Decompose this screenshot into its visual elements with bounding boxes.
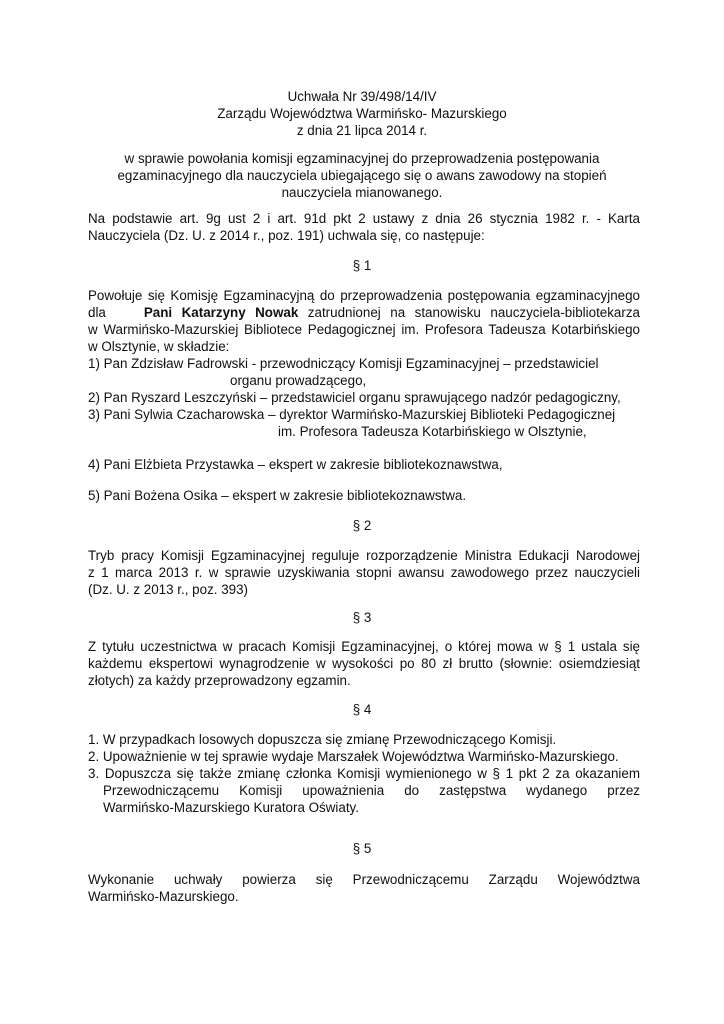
- committee-member-1: 1) Pan Zdzisław Fadrowski - przewodniczący Komisji Egzaminacyjnej – przedstawiciel: [88, 356, 599, 371]
- section-1-line: w Warmińsko-Mazurskiej Bibliotece Pedagogicznej im. Profesora Tadeusza Kotarbińskiego: [88, 322, 640, 337]
- committee-member-2: 2) Pan Ryszard Leszczyński – przedstawiciel organu sprawującego nadzór pedagogiczny,: [88, 390, 621, 405]
- section-4-item-2: 2. Upoważnienie w tej sprawie wydaje Marszałek Województwa Warmińsko-Mazurskiego.: [88, 749, 619, 764]
- subject-line: nauczyciela mianowanego.: [281, 185, 443, 200]
- section-1-line: w Olsztynie, w składzie:: [88, 339, 230, 354]
- section-1-heading: § 1: [352, 258, 372, 273]
- section-3-heading: § 3: [352, 610, 372, 625]
- section-2-line: Tryb pracy Komisji Egzaminacyjnej reguluje rozporządzenie Ministra Edukacji Narodowej: [88, 548, 640, 563]
- subject-line: egzaminacyjnego dla nauczyciela ubiegającego się o awans zawodowy na stopień: [117, 168, 607, 183]
- section-3-body: [88, 638, 640, 689]
- section-5-heading: § 5: [352, 841, 372, 856]
- section-1-line: dla Pani Katarzyny Nowak zatrudnionej na stanowisku nauczyciela-bibliotekarza: [88, 305, 640, 320]
- section-4-item-3-cont: Przewodniczącemu Komisji upoważnienia do zastępstwa wydanego przez: [103, 783, 640, 798]
- section-5-line: Warmińsko-Mazurskiego.: [88, 889, 239, 904]
- section-5-body: [88, 871, 640, 905]
- committee-member-3: 3) Pani Sylwia Czacharowska – dyrektor Warmińsko-Mazurskiej Biblioteki Pedagogicznej: [88, 407, 616, 422]
- section-4-item-3-cont: Warmińsko-Mazurskiego Kuratora Oświaty.: [103, 800, 359, 815]
- section-2-line: z 1 marca 2013 r. w sprawie uzyskiwania stopni awansu zawodowego przez nauczycieli: [88, 565, 640, 580]
- legal-basis-line: Na podstawie art. 9g ust 2 i art. 91d pkt 2 ustawy z dnia 26 stycznia 1982 r. - Karta: [88, 211, 640, 226]
- section-3-line: każdemu ekspertowi wynagrodzenie w wysokości po 80 zł brutto (słownie: osiemdziesiąt: [88, 656, 640, 671]
- section-3-line: Z tytułu uczestnictwa w pracach Komisji Egzaminacyjnej, o której mowa w § 1 ustala się: [88, 639, 640, 654]
- subject-line: w sprawie powołania komisji egzaminacyjnej do przeprowadzenia postępowania: [124, 151, 600, 166]
- issuing-body: Zarządu Województwa Warmińsko- Mazurskiego: [217, 106, 507, 121]
- resolution-header: [0, 88, 724, 139]
- section-2-body: [88, 547, 640, 598]
- section-2-heading: § 2: [352, 518, 372, 533]
- section-5-line: Wykonanie uchwały powierza się Przewodniczącemu Zarządu Województwa: [88, 872, 640, 887]
- committee-member-5: 5) Pani Bożena Osika – ekspert w zakresie bibliotekoznawstwa.: [88, 488, 467, 503]
- resolution-subject: [90, 150, 634, 201]
- section-4-item-1: 1. W przypadkach losowych dopuszcza się zmianę Przewodniczącego Komisji.: [88, 732, 557, 747]
- committee-member-1-cont: organu prowadzącego,: [230, 373, 367, 388]
- resolution-date: z dnia 21 lipca 2014 r.: [296, 123, 428, 138]
- section-3-line: złotych) za każdy przeprowadzony egzamin.: [88, 673, 351, 688]
- section-2-line: (Dz. U. z 2013 r., poz. 393): [88, 582, 249, 597]
- resolution-number: Uchwała Nr 39/498/14/IV: [287, 89, 437, 104]
- committee-member-3-cont: im. Profesora Tadeusza Kotarbińskiego w Olsztynie,: [278, 424, 587, 439]
- section-4-heading: § 4: [352, 702, 372, 717]
- section-1-body: [88, 287, 640, 406]
- section-1-line: Powołuje się Komisję Egzaminacyjną do przeprowadzenia postępowania egzaminacyjnego: [88, 288, 640, 303]
- section-4-item-3: 3. Dopuszcza się także zmianę członka Komisji wymienionego w § 1 pkt 2 za okazaniem: [88, 766, 640, 781]
- section-4-list: [88, 731, 640, 816]
- teacher-name: Pani Katarzyny Nowak: [143, 305, 299, 320]
- legal-basis-line: Nauczyciela (Dz. U. z 2014 r., poz. 191) uchwala się, co następuje:: [88, 228, 485, 243]
- committee-member-4: 4) Pani Elżbieta Przystawka – ekspert w zakresie bibliotekoznawstwa,: [88, 457, 503, 472]
- committee-member-3-block: [88, 406, 640, 440]
- legal-basis: [88, 210, 640, 244]
